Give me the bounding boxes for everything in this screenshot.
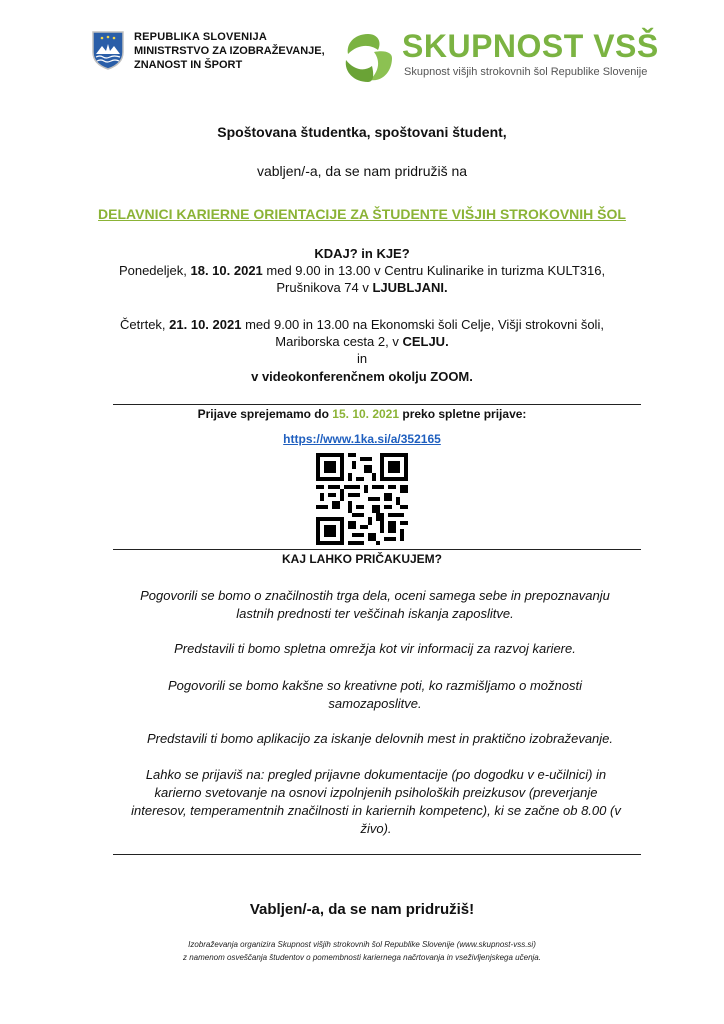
expect-item-5: Lahko se prijaviš na: pregled prijavne dokumentacije (po dogodku v e-učilnici) in karierno svetovanje na osnovi izpolnjenih psiholoških preizkusov (preverjanje interesov, temperamentnih značilnosti in kariernih kompetenc), ki se začne ob 8.00 (v živo). [131, 767, 621, 836]
or-text: in [356, 351, 368, 366]
s2-prefix: Četrtek, [120, 317, 170, 332]
vss-logo-icon [340, 30, 396, 91]
expect-item-4: Predstavili ti bomo aplikacijo za iskanje delovnih mest in praktično izobraževanje. [146, 731, 614, 746]
s1-prefix: Ponedeljek, [118, 263, 191, 278]
ministry-name [134, 31, 325, 72]
session-celje-line-2 [0, 333, 724, 350]
ministry-line-3: ZNANOST IN ŠPORT [134, 59, 243, 71]
session-celje-line-1 [0, 316, 724, 333]
divider-bottom [113, 854, 641, 855]
expect-item-3: Pogovorili se bomo kakšne so kreativne poti, ko razmišljamo o možnosti samozaposlitve. [167, 678, 582, 711]
vss-subtitle: Skupnost višjih strokovnih šol Republike Slovenije [404, 66, 648, 78]
session-ljubljana-line-1 [0, 262, 724, 279]
s2-rest: med 9.00 in 13.00 na Ekonomski šoli Celje, Višji strokovni šoli, [241, 317, 604, 332]
vss-title: SKUPNOST VSŠ [402, 28, 659, 64]
divider-top [113, 404, 641, 405]
expect-item-1: Pogovorili se bomo o značilnostih trga dela, oceni samega sebe in prepoznavanju lastnih prednosti ter veščinah iskanja zaposlitve. [140, 588, 610, 621]
registration-prefix: Prijave sprejemamo do [197, 407, 333, 421]
qr-code-icon[interactable] [316, 453, 408, 550]
registration-suffix: preko spletne prijave: [399, 407, 527, 421]
footer-line-2: z namenom osveščanja študentov o pomembnosti kariernega načrtovanja in vseživljenjskega učenja. [183, 953, 541, 962]
expect-heading: KAJ LAHKO PRIČAKUJEM? [281, 552, 442, 566]
when-where-heading: KDAJ? in KJE? [314, 246, 410, 261]
s1-date: 18. 10. 2021 [190, 263, 263, 278]
invite-text: vabljen/-a, da se nam pridružiš na [256, 163, 468, 179]
ministry-coat-of-arms-icon [90, 30, 126, 75]
registration-link[interactable]: https://www.1ka.si/a/352165 [283, 432, 441, 446]
closing-text: Vabljen/-a, da se nam pridružiš! [249, 901, 475, 918]
event-title: DELAVNICI KARIERNE ORIENTACIJE ZA ŠTUDENTE VIŠJIH STROKOVNIH ŠOL [98, 206, 626, 222]
session-ljubljana-line-2 [0, 279, 724, 296]
s2-address: Mariborska cesta 2, v [275, 334, 403, 349]
footer-line-1: Izobraževanja organizira Skupnost višjih strokovnih šol Republike Slovenije (www.skupnost-vss.si) [188, 940, 536, 949]
s2-date: 21. 10. 2021 [169, 317, 242, 332]
registration-text [0, 407, 724, 421]
online-text: v videokonferenčnem okolju ZOOM. [251, 369, 473, 384]
s2-city: CELJU. [402, 334, 449, 349]
divider-middle [113, 549, 641, 550]
expect-item-2: Predstavili ti bomo spletna omrežja kot vir informacij za razvoj kariere. [174, 641, 576, 656]
greeting: Spoštovana študentka, spoštovani študent, [217, 124, 507, 140]
registration-link-row [0, 432, 724, 446]
s1-address: Prušnikova 74 v [276, 280, 373, 295]
registration-deadline: 15. 10. 2021 [332, 407, 400, 421]
s1-city: LJUBLJANI. [372, 280, 448, 295]
s1-rest: med 9.00 in 13.00 v Centru Kulinarike in turizma KULT316, [262, 263, 606, 278]
ministry-line-1: REPUBLIKA SLOVENIJA [134, 31, 267, 43]
ministry-line-2: MINISTRSTVO ZA IZOBRAŽEVANJE, [134, 45, 325, 57]
